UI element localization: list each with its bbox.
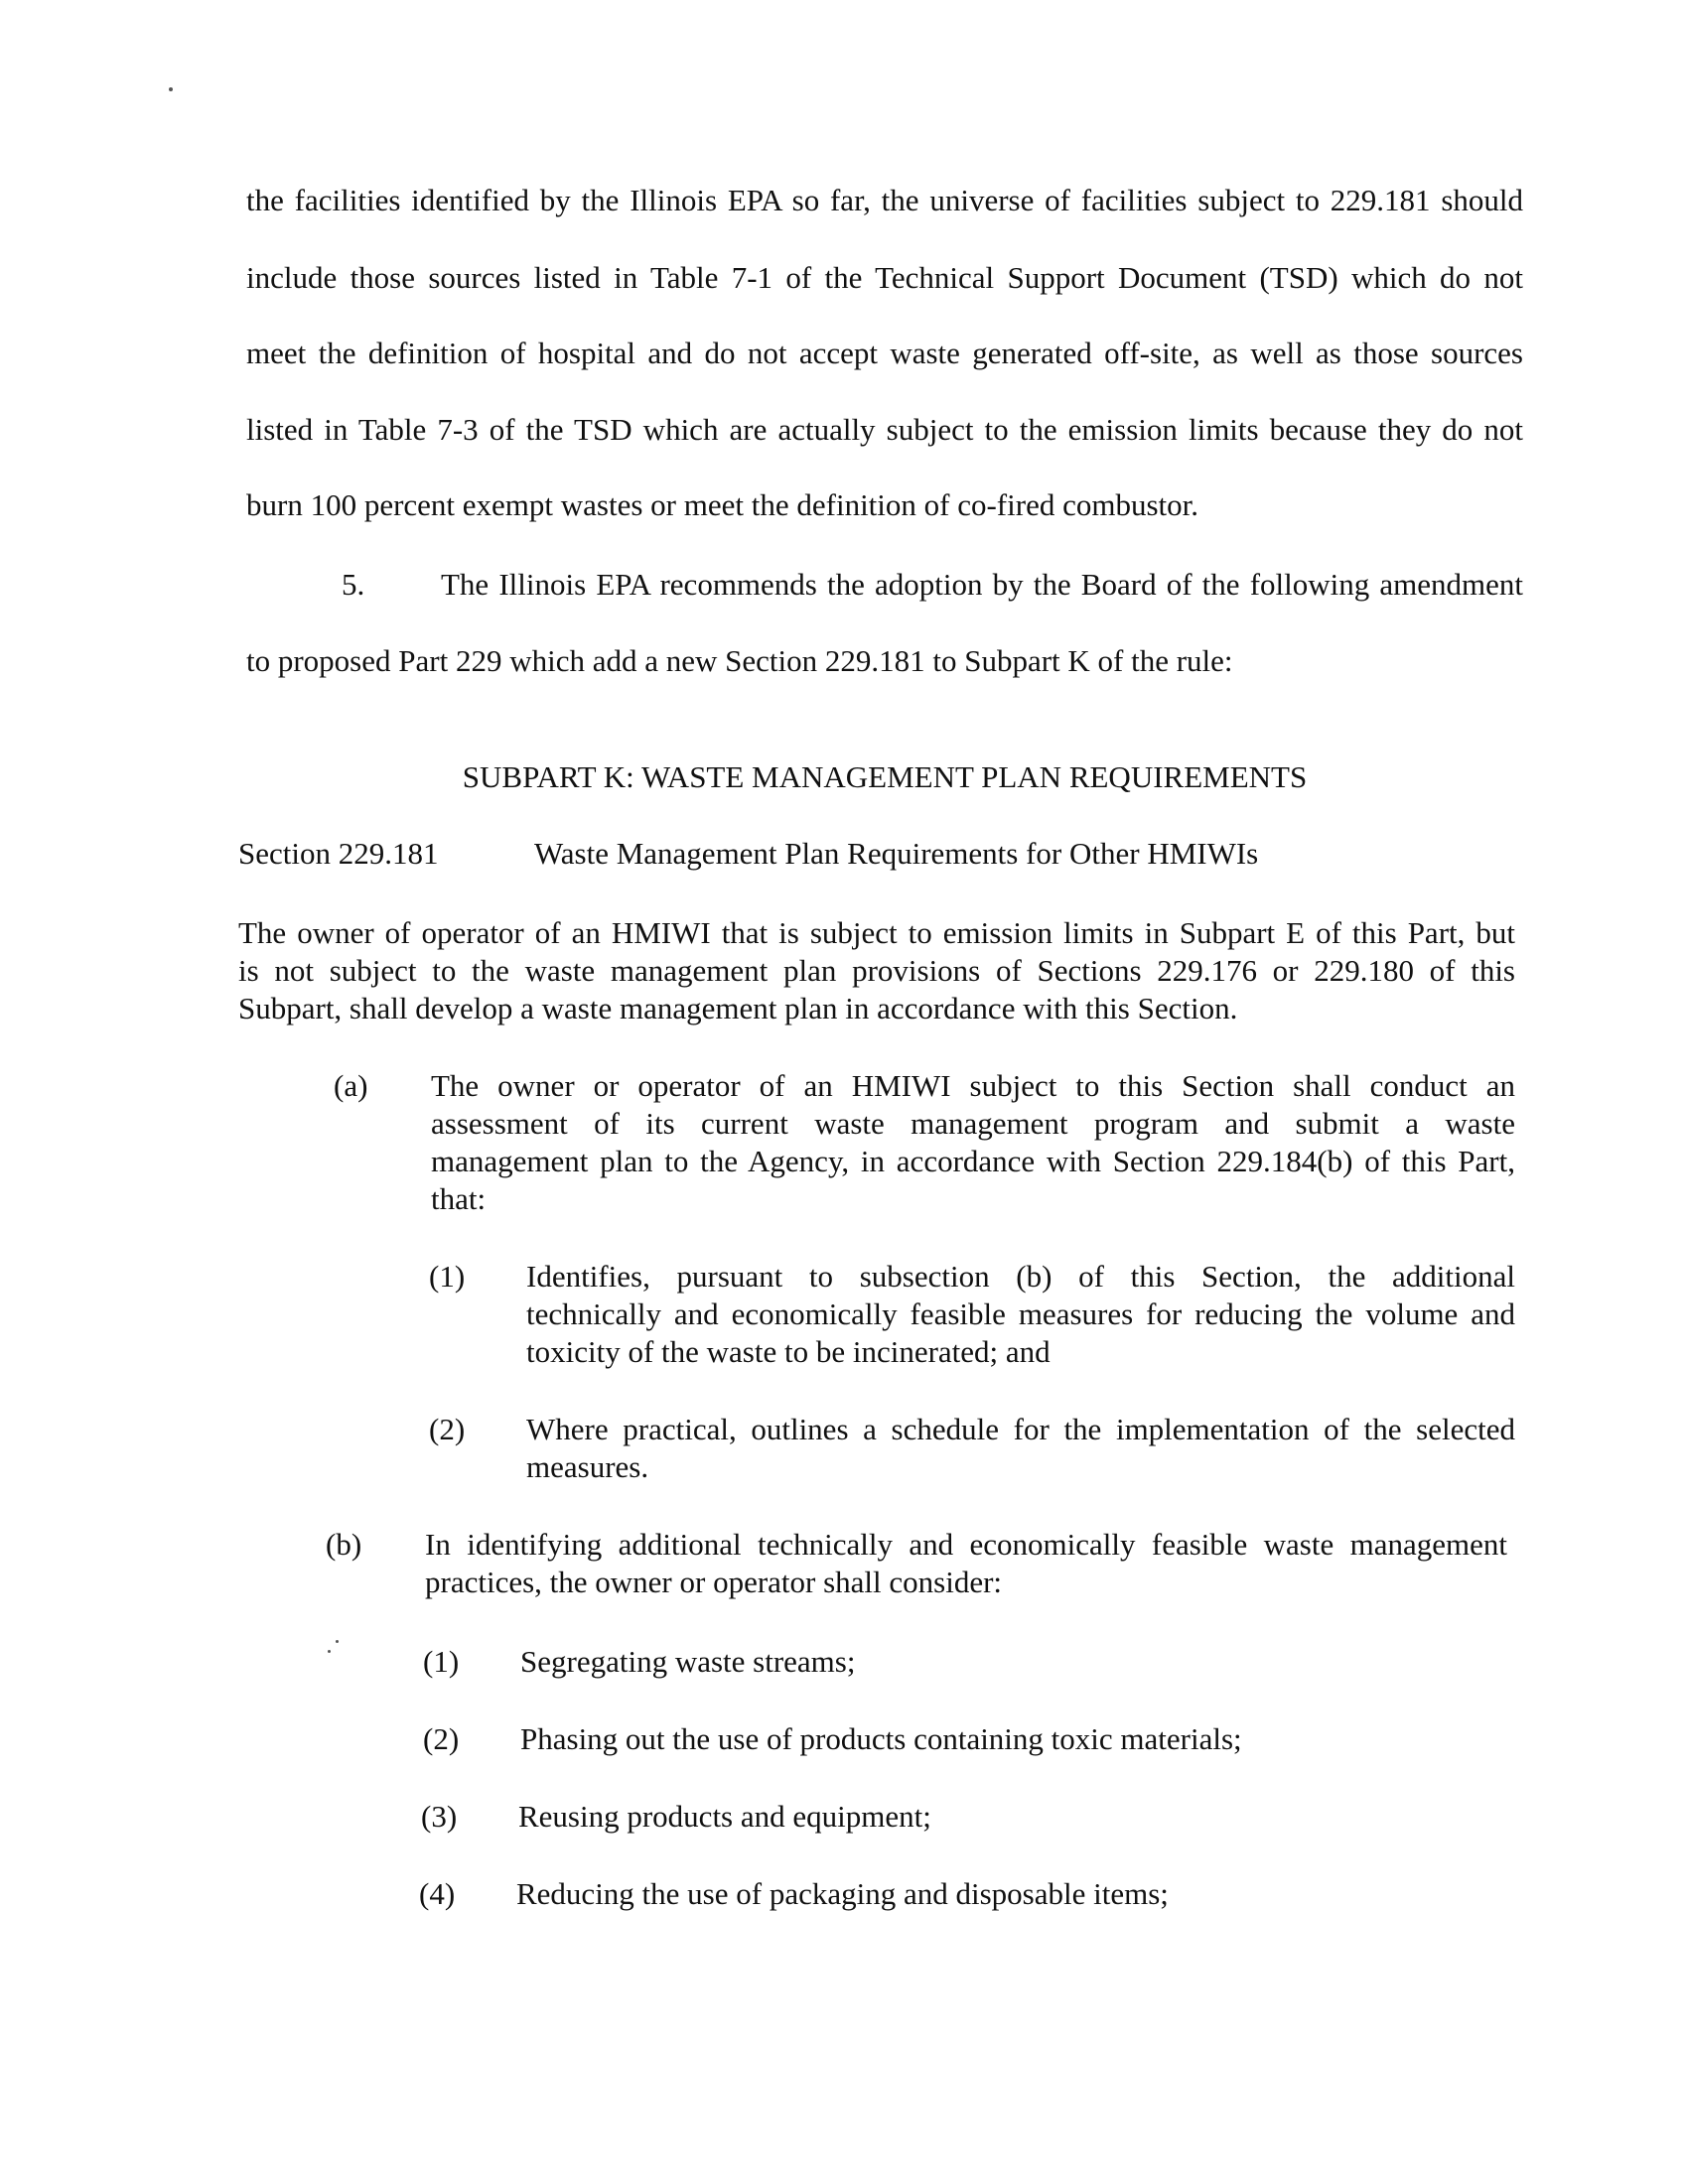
- paragraph-line: Identifies, pursuant to subsection (b) of this Section, the additional: [526, 1259, 1515, 1294]
- section-title: Waste Management Plan Requirements for Other HMIWIs: [534, 836, 1259, 871]
- subsection-line: that:: [431, 1181, 487, 1216]
- scan-speck: [328, 1650, 331, 1653]
- paragraph-label: (3): [421, 1799, 458, 1834]
- paragraph-line: toxicity of the waste to be incinerated; and: [526, 1334, 1051, 1369]
- item-line: The Illinois EPA recommends the adoption by the Board of the following amendment: [441, 567, 1523, 602]
- scan-speck: [336, 1640, 339, 1643]
- paragraph-line: Reusing products and equipment;: [518, 1799, 931, 1834]
- paragraph-label: (1): [423, 1644, 460, 1679]
- paragraph-line: technically and economically feasible measures for reducing the volume and: [526, 1297, 1515, 1331]
- subsection-line: The owner or operator of an HMIWI subject to this Section shall conduct an: [431, 1068, 1515, 1103]
- paragraph-label: (2): [423, 1721, 460, 1756]
- paragraph-line: Segregating waste streams;: [520, 1644, 856, 1679]
- intro-line: The owner of operator of an HMIWI that is subject to emission limits in Subpart E of this Part, but: [238, 915, 1515, 950]
- subsection-line: practices, the owner or operator shall consider:: [425, 1565, 1003, 1599]
- paragraph-label: (4): [419, 1876, 456, 1911]
- scan-speck: [169, 87, 173, 91]
- paragraph-line: measures.: [526, 1449, 649, 1484]
- paragraph-line: Where practical, outlines a schedule for the implementation of the selected: [526, 1412, 1515, 1446]
- body-line: listed in Table 7-3 of the TSD which are actually subject to the emission limits because they do not: [246, 412, 1523, 447]
- intro-line: Subpart, shall develop a waste management plan in accordance with this Section.: [238, 991, 1238, 1025]
- subsection-label: (b): [326, 1527, 362, 1562]
- body-line: the facilities identified by the Illinois EPA so far, the universe of facilities subject to 229.181 should: [246, 183, 1523, 217]
- body-line: burn 100 percent exempt wastes or meet the definition of co-fired combustor.: [246, 487, 1198, 522]
- body-line: meet the definition of hospital and do not accept waste generated off-site, as well as those sources: [246, 336, 1523, 370]
- subsection-label: (a): [334, 1068, 368, 1103]
- subsection-line: In identifying additional technically and economically feasible waste management: [425, 1527, 1507, 1562]
- body-line: include those sources listed in Table 7-1 of the Technical Support Document (TSD) which do not: [246, 260, 1523, 295]
- subsection-line: management plan to the Agency, in accordance with Section 229.184(b) of this Part,: [431, 1144, 1515, 1178]
- section-number: Section 229.181: [238, 836, 439, 871]
- item-number: 5.: [342, 567, 365, 602]
- paragraph-line: Reducing the use of packaging and disposable items;: [516, 1876, 1169, 1911]
- intro-line: is not subject to the waste management plan provisions of Sections 229.176 or 229.180 of this: [238, 953, 1515, 988]
- paragraph-line: Phasing out the use of products containing toxic materials;: [520, 1721, 1242, 1756]
- paragraph-label: (2): [429, 1412, 466, 1446]
- subpart-heading: SUBPART K: WASTE MANAGEMENT PLAN REQUIREMENTS: [462, 759, 1308, 794]
- item-line: to proposed Part 229 which add a new Section 229.181 to Subpart K of the rule:: [246, 643, 1233, 678]
- paragraph-label: (1): [429, 1259, 466, 1294]
- subsection-line: assessment of its current waste management program and submit a waste: [431, 1106, 1515, 1141]
